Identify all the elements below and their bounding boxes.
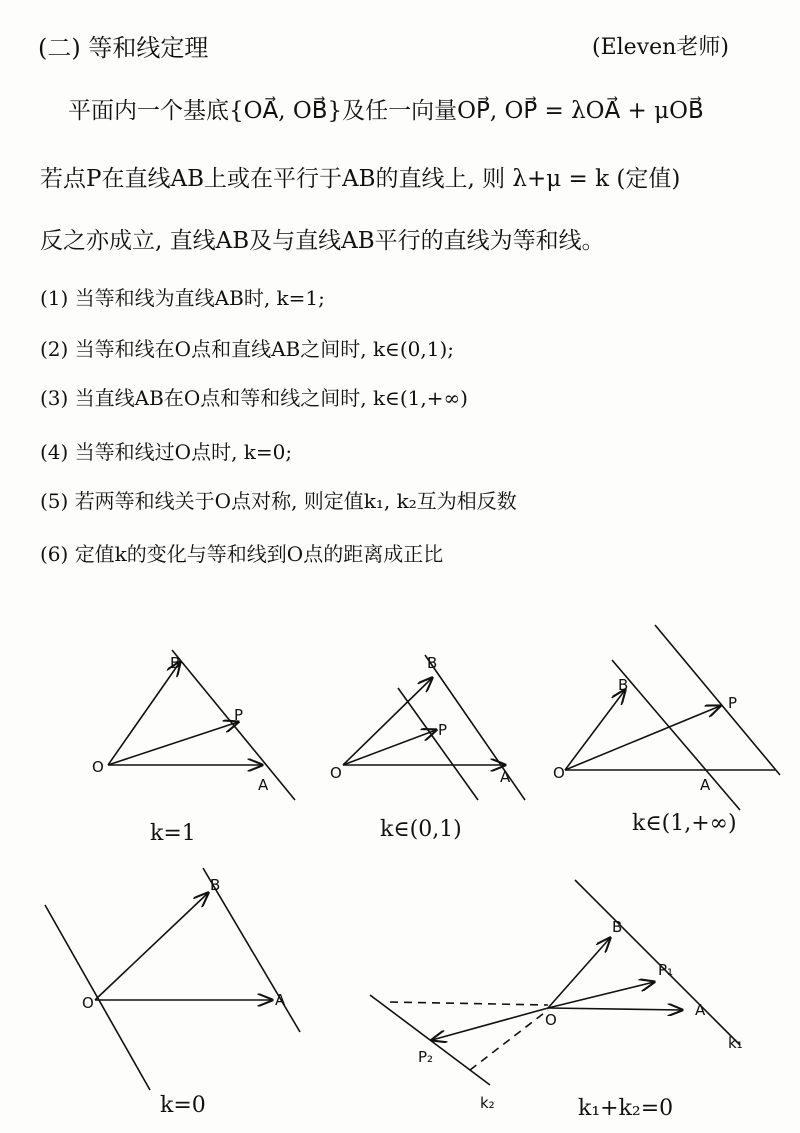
d1-label-p: P <box>234 706 244 724</box>
d5-label-a: A <box>695 1001 706 1019</box>
property-3: (3) 当直线AB在O点和等和线之间时, k∈(1,+∞) <box>40 386 468 410</box>
definition-line-1: 平面内一个基底{OA⃗, OB⃗}及任一向量OP⃗, OP⃗ = λOA⃗ + μOB⃗ <box>68 98 704 124</box>
d5-label-b: B <box>612 918 623 936</box>
diagram-k-between-0-1 <box>343 655 525 800</box>
diagram-k-equals-0 <box>45 868 300 1090</box>
d5-label-o: O <box>545 1011 557 1029</box>
d4-caption: k=0 <box>160 1093 206 1118</box>
note-title: (二) 等和线定理 <box>38 34 209 62</box>
d1-caption: k=1 <box>150 821 196 846</box>
d5-label-p1: P₁ <box>658 961 674 979</box>
d3-label-b: B <box>618 676 629 694</box>
property-4: (4) 当等和线过O点时, k=0; <box>40 440 293 464</box>
d3-caption: k∈(1,+∞) <box>632 811 737 836</box>
property-5: (5) 若两等和线关于O点对称, 则定值k₁, k₂互为相反数 <box>40 489 517 513</box>
d2-label-a: A <box>500 768 511 786</box>
d3-label-o: O <box>553 764 565 782</box>
d1-label-a: A <box>258 776 269 794</box>
d3-label-p: P <box>728 694 738 712</box>
d2-label-o: O <box>330 764 342 782</box>
property-6: (6) 定值k的变化与等和线到O点的距离成正比 <box>40 542 444 566</box>
d3-label-a: A <box>700 776 711 794</box>
diagram-k-greater-1 <box>565 625 780 810</box>
d2-label-b: B <box>427 654 438 672</box>
d5-label-k1: k₁ <box>728 1034 743 1052</box>
definition-line-2: 若点P在直线AB上或在平行于AB的直线上, 则 λ+μ = k (定值) <box>40 166 681 192</box>
d4-label-o: O <box>82 994 94 1012</box>
d2-label-p: P <box>438 721 448 739</box>
d5-label-k2: k₂ <box>480 1094 495 1112</box>
d1-label-b: B <box>170 654 181 672</box>
definition-line-3: 反之亦成立, 直线AB及与直线AB平行的直线为等和线。 <box>40 228 605 254</box>
d1-label-o: O <box>92 758 104 776</box>
d4-label-b: B <box>210 876 221 894</box>
d2-caption: k∈(0,1) <box>380 817 462 842</box>
d5-label-p2: P₂ <box>418 1048 434 1066</box>
author: (Eleven老师) <box>592 35 729 60</box>
property-2: (2) 当等和线在O点和直线AB之间时, k∈(0,1); <box>40 337 455 361</box>
d4-label-a: A <box>275 991 286 1009</box>
d5-caption: k₁+k₂=0 <box>578 1096 674 1121</box>
property-1: (1) 当等和线为直线AB时, k=1; <box>40 286 325 310</box>
